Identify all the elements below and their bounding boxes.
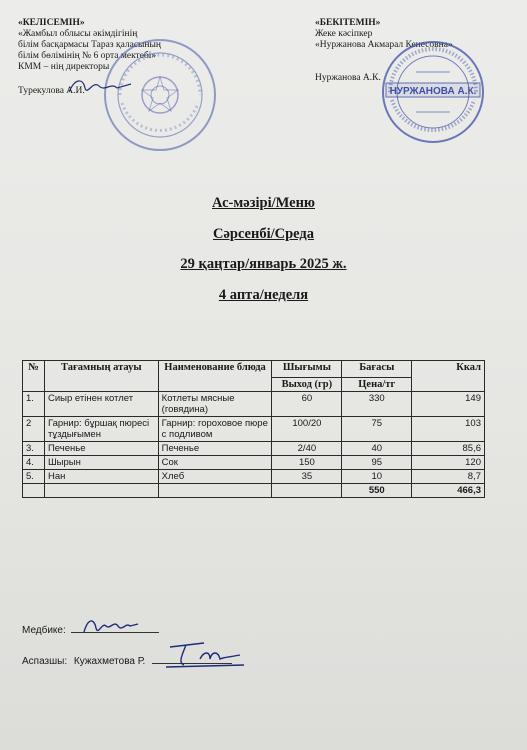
cell-name-kz: Гарнир: бұршақ пюресі тұздығымен: [44, 417, 158, 442]
approval-right-line: Жеке кәсіпкер: [315, 29, 373, 39]
total-price: 550: [342, 484, 412, 498]
cell-yield: 35: [272, 470, 342, 484]
cell-num: 3.: [23, 442, 45, 456]
cell-kcal: 149: [412, 392, 485, 417]
cell-name-ru: Печенье: [158, 442, 272, 456]
approval-left-line: КММ – нің директоры: [18, 62, 110, 72]
approval-left-line: «Жамбыл облысы әкімдігінің: [18, 29, 138, 39]
table-row: [23, 392, 485, 417]
header-num: №: [23, 361, 45, 392]
menu-table: [22, 360, 485, 498]
cell-num: 4.: [23, 456, 45, 470]
director-signature: [65, 74, 135, 100]
approval-right-title: «БЕКІТЕМІН»: [315, 18, 381, 28]
cell-yield: 60: [272, 392, 342, 417]
approval-left-line: білім басқармасы Тараз қаласының: [18, 40, 161, 50]
cell-price: 40: [342, 442, 412, 456]
cook-name: Кужахметова Р.: [73, 656, 146, 667]
cell-name-ru: Хлеб: [158, 470, 272, 484]
table-total-row: [23, 484, 485, 498]
cell-name-kz: Шырын: [44, 456, 158, 470]
table-row: [23, 470, 485, 484]
table-row: [23, 417, 485, 442]
approval-right-signatory: Нуржанова А.К.: [315, 73, 381, 83]
cell-kcal: 120: [412, 456, 485, 470]
header-yield-ru: Выход (гр): [272, 378, 342, 392]
nurse-signature: [80, 612, 160, 640]
header-name-kz: Тағамның атауы: [44, 361, 158, 392]
cell-num: 1.: [23, 392, 45, 417]
cell-price: 75: [342, 417, 412, 442]
entrepreneur-seal-stamp: [378, 38, 488, 146]
cell-name-kz: Сиыр етінен котлет: [44, 392, 158, 417]
menu-day: Сәрсенбі/Среда: [212, 226, 315, 242]
table-header-row: [23, 361, 485, 378]
header-price-ru: Цена/тг: [342, 378, 412, 392]
cell-yield: 100/20: [272, 417, 342, 442]
header-price-kz: Бағасы: [342, 361, 412, 378]
cell-num: 5.: [23, 470, 45, 484]
approval-left-line: білім бөлімінің № 6 орта мектебі»: [18, 51, 157, 61]
cell-yield: 150: [272, 456, 342, 470]
cook-label: Аспазшы:: [22, 656, 68, 667]
menu-title: Ас-мәзірі/Меню: [211, 195, 316, 211]
cell-yield: 2/40: [272, 442, 342, 456]
cell-name-kz: Печенье: [44, 442, 158, 456]
cell-name-ru: Сок: [158, 456, 272, 470]
approval-left-signatory: Турекулова А.И.: [18, 86, 85, 96]
table-row: [23, 442, 485, 456]
total-kcal: 466,3: [412, 484, 485, 498]
cell-num: 2: [23, 417, 45, 442]
menu-date: 29 қаңтар/январь 2025 ж.: [180, 256, 347, 272]
cell-name-ru: Котлеты мясные (говядина): [158, 392, 272, 417]
table-row: [23, 456, 485, 470]
approval-left-title: «КЕЛІСЕМІН»: [18, 18, 85, 28]
cell-name-kz: Нан: [44, 470, 158, 484]
approval-right-line: «Нуржанова Акмарал Кенесовна»: [315, 40, 453, 50]
cell-price: 95: [342, 456, 412, 470]
cook-signature: [160, 637, 250, 671]
cell-price: 10: [342, 470, 412, 484]
cell-name-ru: Гарнир: гороховое пюре с подливом: [158, 417, 272, 442]
nurse-label: Медбике:: [22, 625, 66, 636]
cell-kcal: 8,7: [412, 470, 485, 484]
header-name-ru: Наименование блюда: [158, 361, 272, 392]
cell-kcal: 103: [412, 417, 485, 442]
stamp-right-name: НУРЖАНОВА А.К.: [389, 86, 477, 97]
cell-price: 330: [342, 392, 412, 417]
header-yield-kz: Шығымы: [272, 361, 342, 378]
cell-kcal: 85,6: [412, 442, 485, 456]
header-kcal: Ккал: [412, 361, 485, 392]
menu-week: 4 апта/неделя: [218, 287, 309, 303]
